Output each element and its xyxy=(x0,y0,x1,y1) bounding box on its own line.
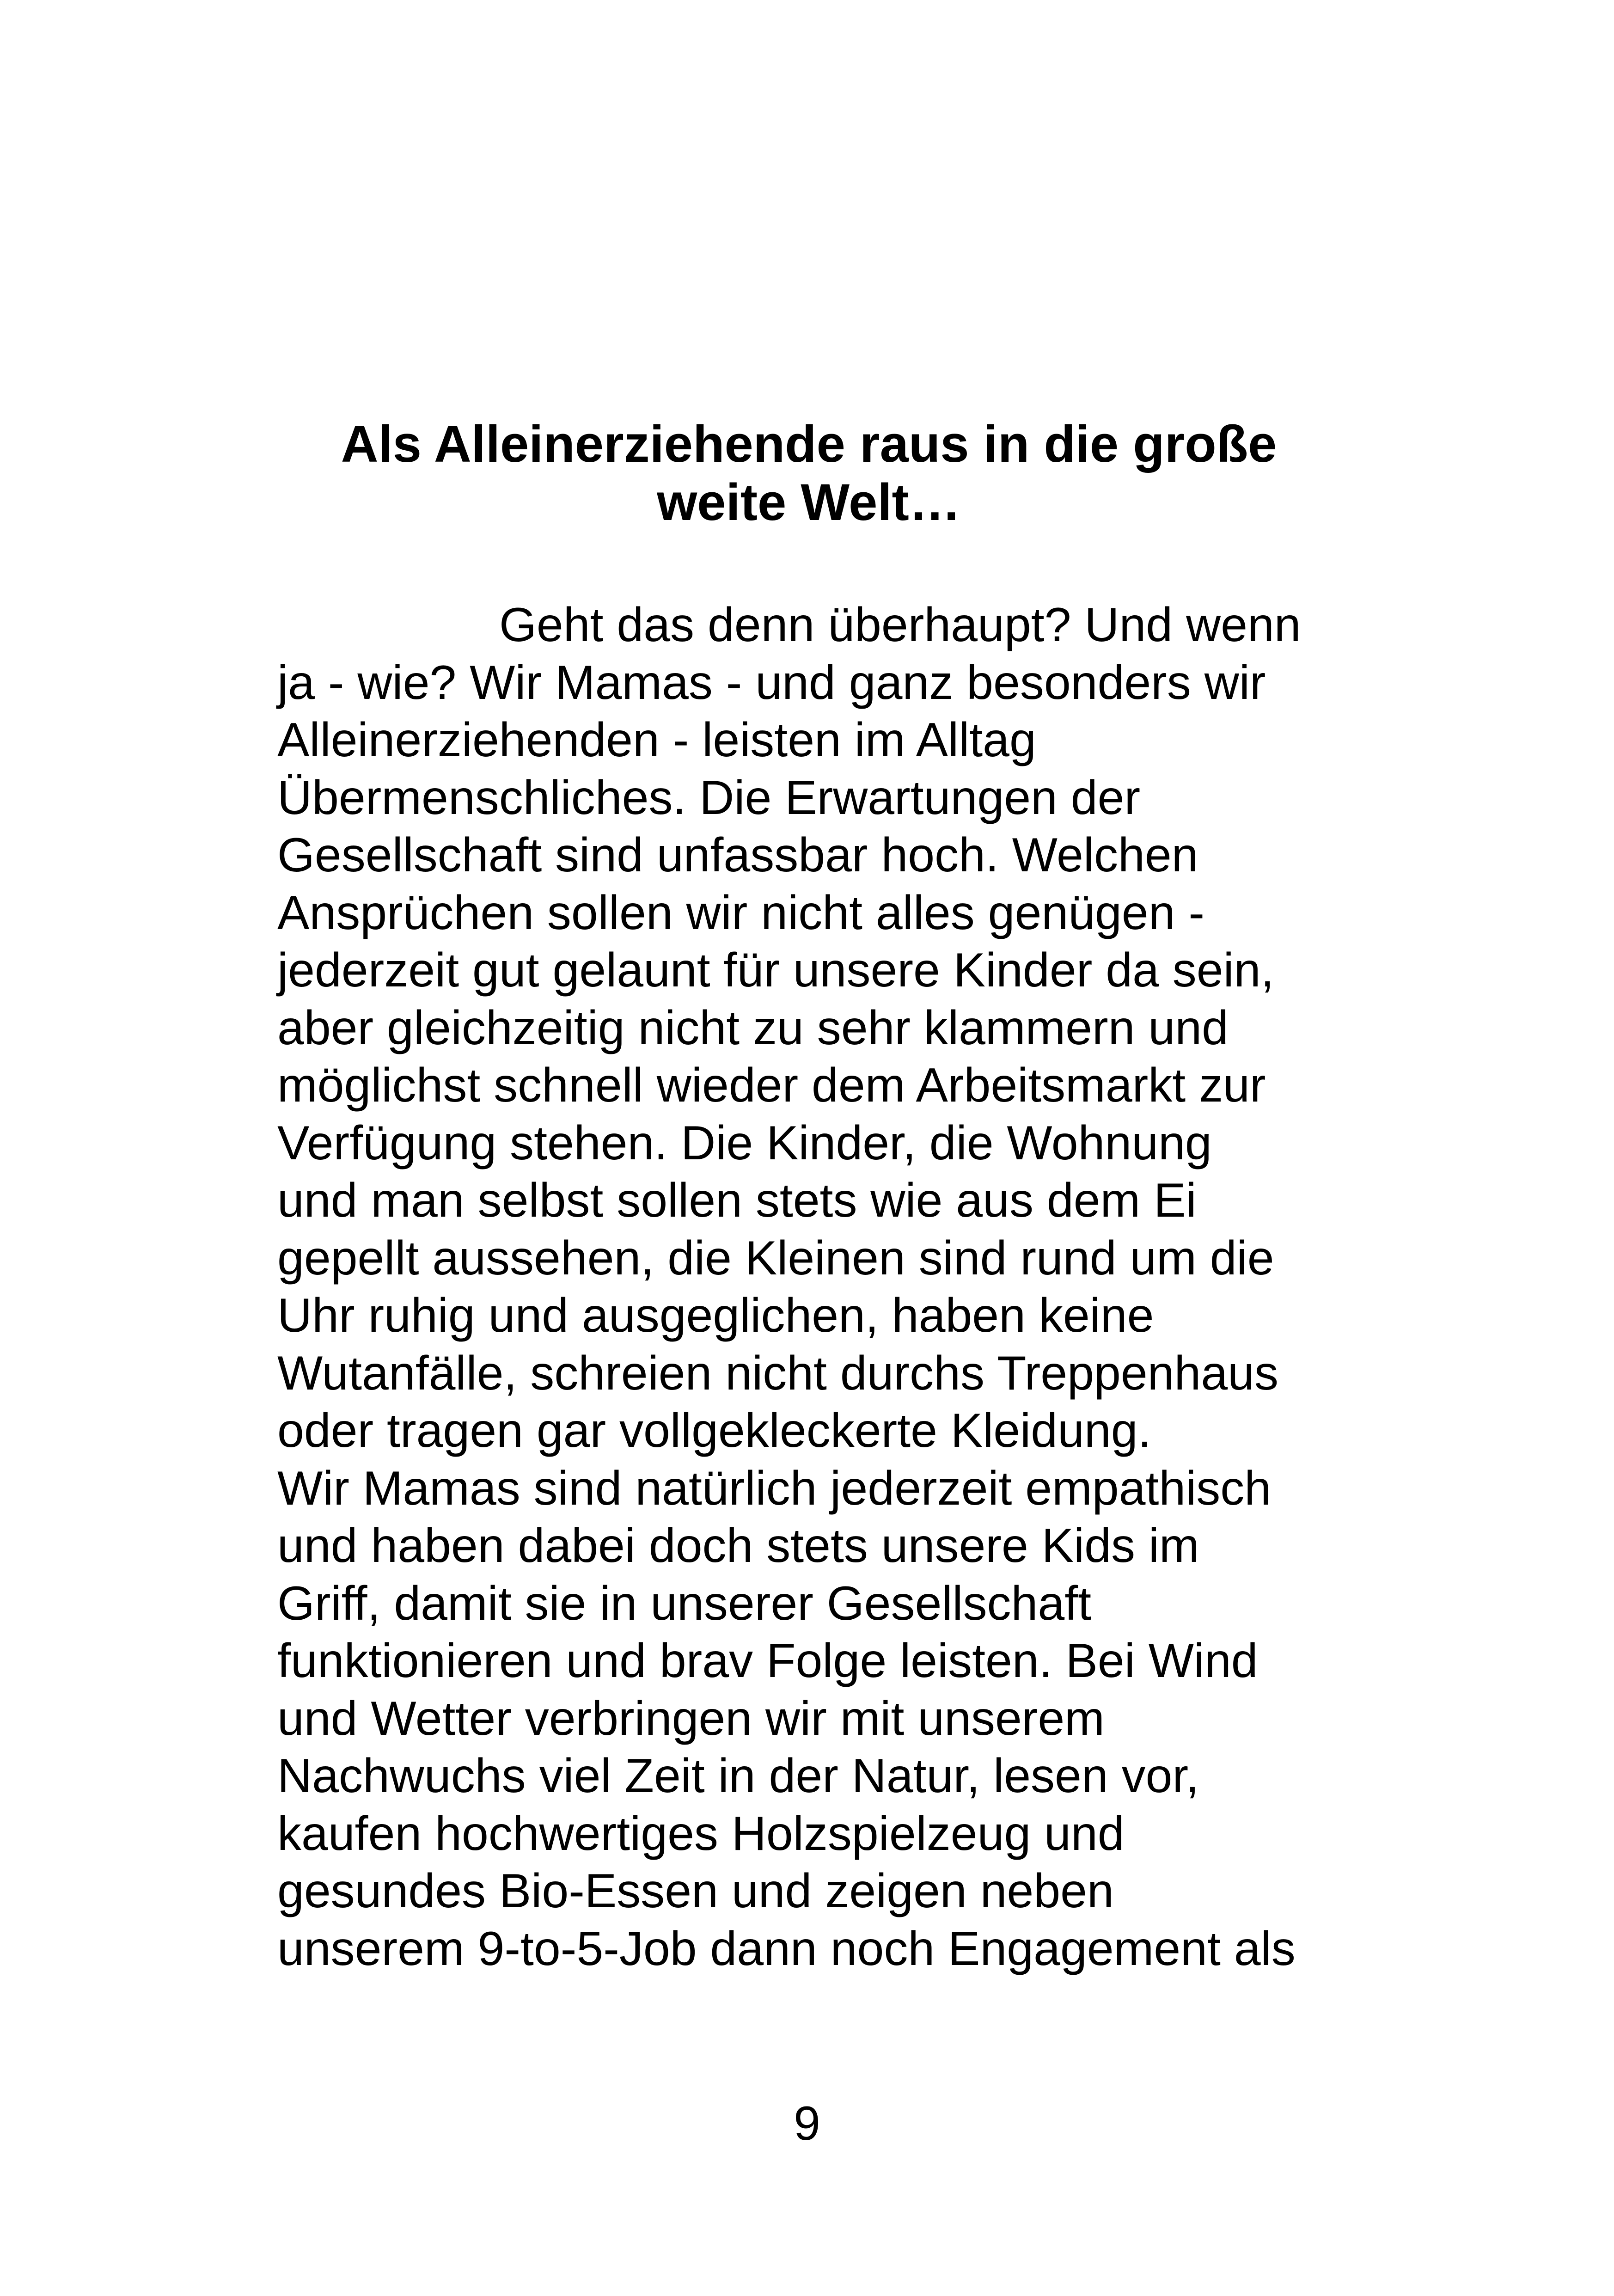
body-line-1: Geht das denn überhaupt? Und wenn xyxy=(499,598,1301,652)
body-line-9: möglichst schnell wieder dem Arbeitsmarkt zur xyxy=(277,1059,1266,1112)
body-line-21: Nachwuchs viel Zeit in der Natur, lesen vor, xyxy=(277,1749,1199,1803)
body-line-6: Ansprüchen sollen wir nicht alles genügen - xyxy=(277,886,1205,940)
body-text xyxy=(277,596,1340,1978)
body-line-4: Übermenschliches. Die Erwartungen der xyxy=(277,771,1141,825)
body-line-8: aber gleichzeitig nicht zu sehr klammern und xyxy=(277,1001,1229,1055)
body-line-15: oder tragen gar vollgekleckerte Kleidung. xyxy=(277,1404,1151,1457)
body-line-12: gepellt aussehen, die Kleinen sind rund um die xyxy=(277,1231,1274,1285)
body-line-13: Uhr ruhig und ausgeglichen, haben keine xyxy=(277,1289,1154,1342)
body-line-17: und haben dabei doch stets unsere Kids im xyxy=(277,1519,1199,1573)
body-line-22: kaufen hochwertiges Holzspielzeug und xyxy=(277,1806,1125,1861)
body-line-10: Verfügung stehen. Die Kinder, die Wohnung xyxy=(277,1116,1212,1170)
chapter-title xyxy=(259,415,1359,532)
body-line-7: jederzeit gut gelaunt für unsere Kinder da sein, xyxy=(277,943,1274,997)
chapter-title-line-2: weite Welt… xyxy=(657,473,961,531)
body-line-5: Gesellschaft sind unfassbar hoch. Welchen xyxy=(277,828,1198,882)
body-line-20: und Wetter verbringen wir mit unserem xyxy=(277,1691,1105,1745)
page-number: 9 xyxy=(794,2097,820,2150)
body-line-24: unserem 9-to-5-Job dann noch Engagement als xyxy=(277,1922,1296,1976)
body-line-3: Alleinerziehenden - leisten im Alltag xyxy=(277,713,1036,767)
body-line-19: funktionieren und brav Folge leisten. Bei Wind xyxy=(277,1634,1258,1688)
body-line-2: ja - wie? Wir Mamas - und ganz besonders wir xyxy=(277,655,1266,710)
body-line-16: Wir Mamas sind natürlich jederzeit empathisch xyxy=(277,1461,1272,1515)
chapter-title-line-1: Als Alleinerziehende raus in die große xyxy=(341,415,1277,473)
body-line-14: Wutanfälle, schreien nicht durchs Treppenhaus xyxy=(277,1346,1279,1400)
body-line-23: gesundes Bio-Essen und zeigen neben xyxy=(277,1864,1114,1918)
body-line-11: und man selbst sollen stets wie aus dem Ei xyxy=(277,1174,1197,1227)
body-line-18: Griff, damit sie in unserer Gesellschaft xyxy=(277,1576,1091,1630)
